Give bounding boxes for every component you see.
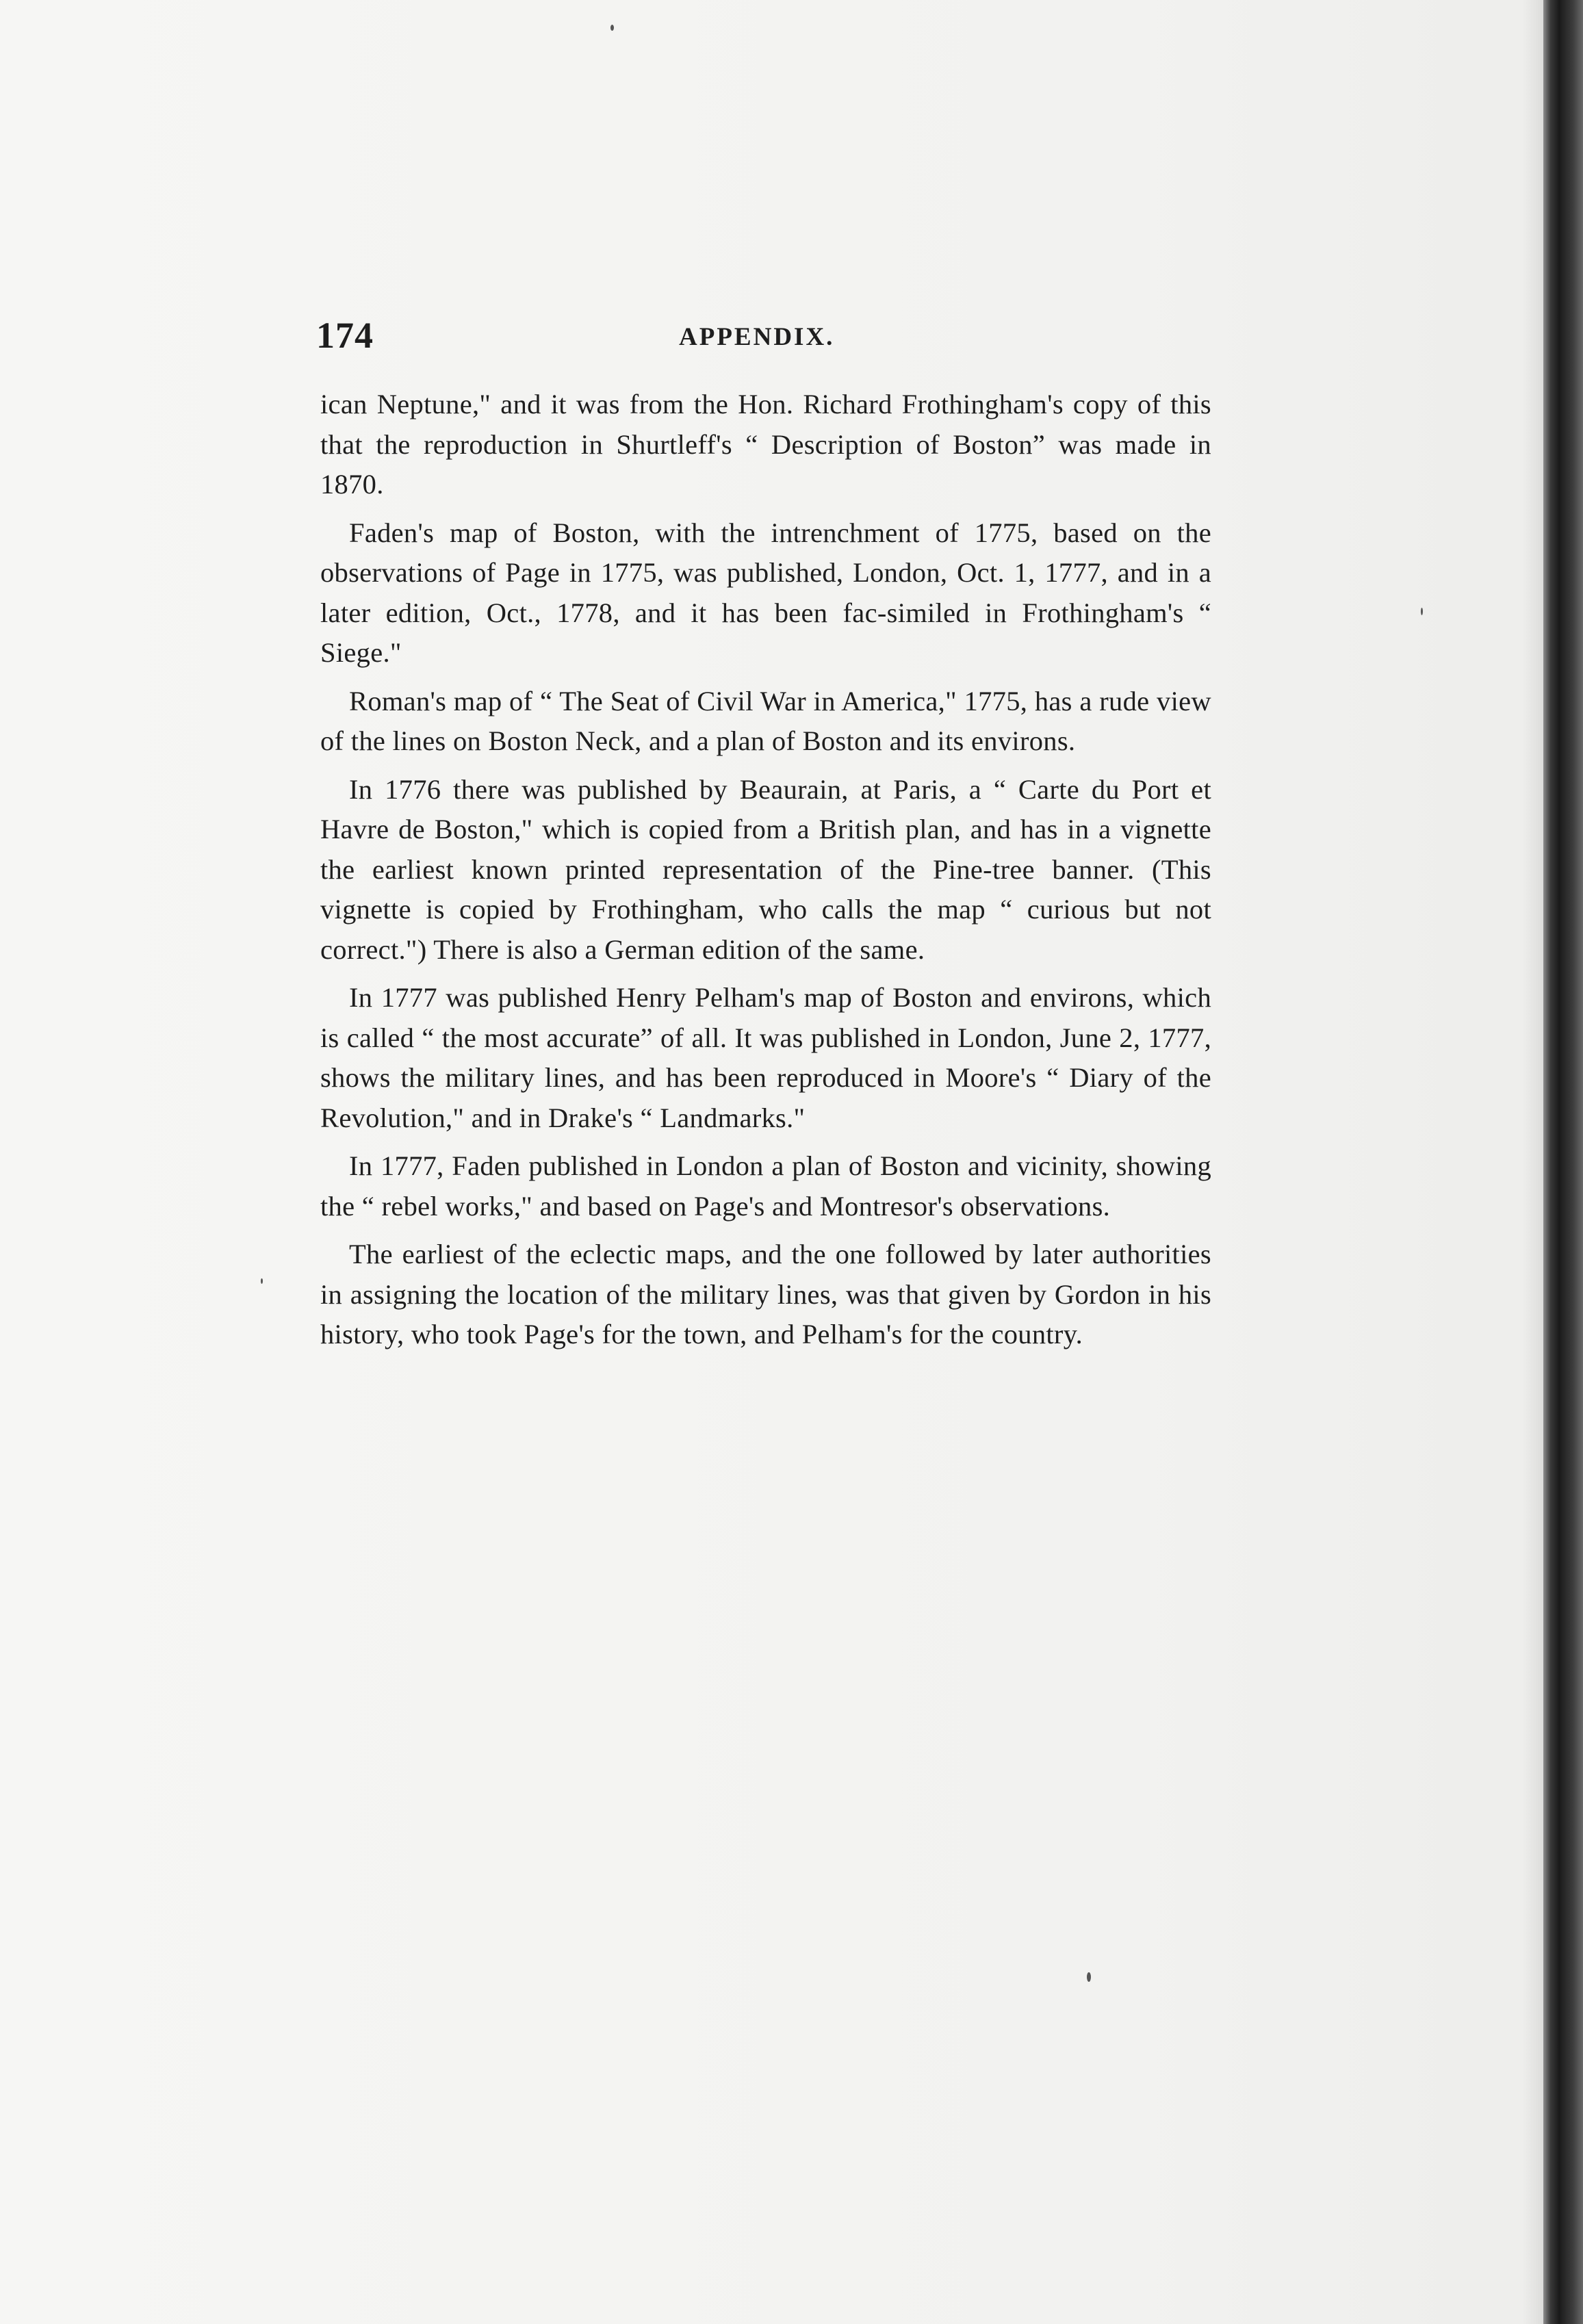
paragraph: The earliest of the eclectic maps, and the one followed by later authorities in assigning the location of the military lines, was that given by Gordon in his history, who took Page's for the town, and Pelham's for the country. (320, 1239, 1211, 1350)
page-header (316, 313, 1217, 361)
paragraph: In 1777 was published Henry Pelham's map of Boston and environs, which is called “ the most accurate” of all. It was published in London, June 2, 1777, shows the military lines, and has been reproduced in Moore's “ Diary of the Revolution," and in Drake's “ Landmarks." (320, 982, 1211, 1133)
paragraph: In 1776 there was published by Beaurain, at Paris, a “ Carte du Port et Havre de Boston," which is copied from a British plan, and has in a vignette the earliest known printed representation of the Pine-tree banner. (This vignette is copied by Frothingham, who calls the map “ curious but not correct.") There is also a German edition of the same. (320, 773, 1211, 965)
paragraph: Roman's map of “ The Seat of Civil War in America," 1775, has a rude view of the lines on Boston Neck, and a plan of Boston and its environs. (320, 685, 1211, 756)
paragraph: ican Neptune," and it was from the Hon. Richard Frothingham's copy of this that the reproduction in Shurtleff's “ Description of Boston” was made in 1870. (320, 389, 1211, 500)
scan-speck (1087, 1972, 1091, 1982)
book-binding-edge (1543, 0, 1583, 2324)
paragraph: In 1777, Faden published in London a plan of Boston and vicinity, showing the “ rebel works," and based on Page's and Montresor's observations. (320, 1150, 1211, 1222)
scan-speck (610, 25, 614, 31)
binding-shadow (1523, 0, 1543, 2324)
running-head: APPENDIX. (679, 323, 835, 351)
scan-speck (1421, 608, 1423, 615)
page-number: 174 (316, 315, 374, 356)
scan-speck (261, 1278, 263, 1284)
paragraph: Faden's map of Boston, with the intrenchment of 1775, based on the observations of Page in 1775, was published, London, Oct. 1, 1777, and in a later edition, Oct., 1778, and it has been fac-similed in Frothingham's “ Siege." (320, 517, 1211, 668)
body-text (320, 385, 1211, 1363)
